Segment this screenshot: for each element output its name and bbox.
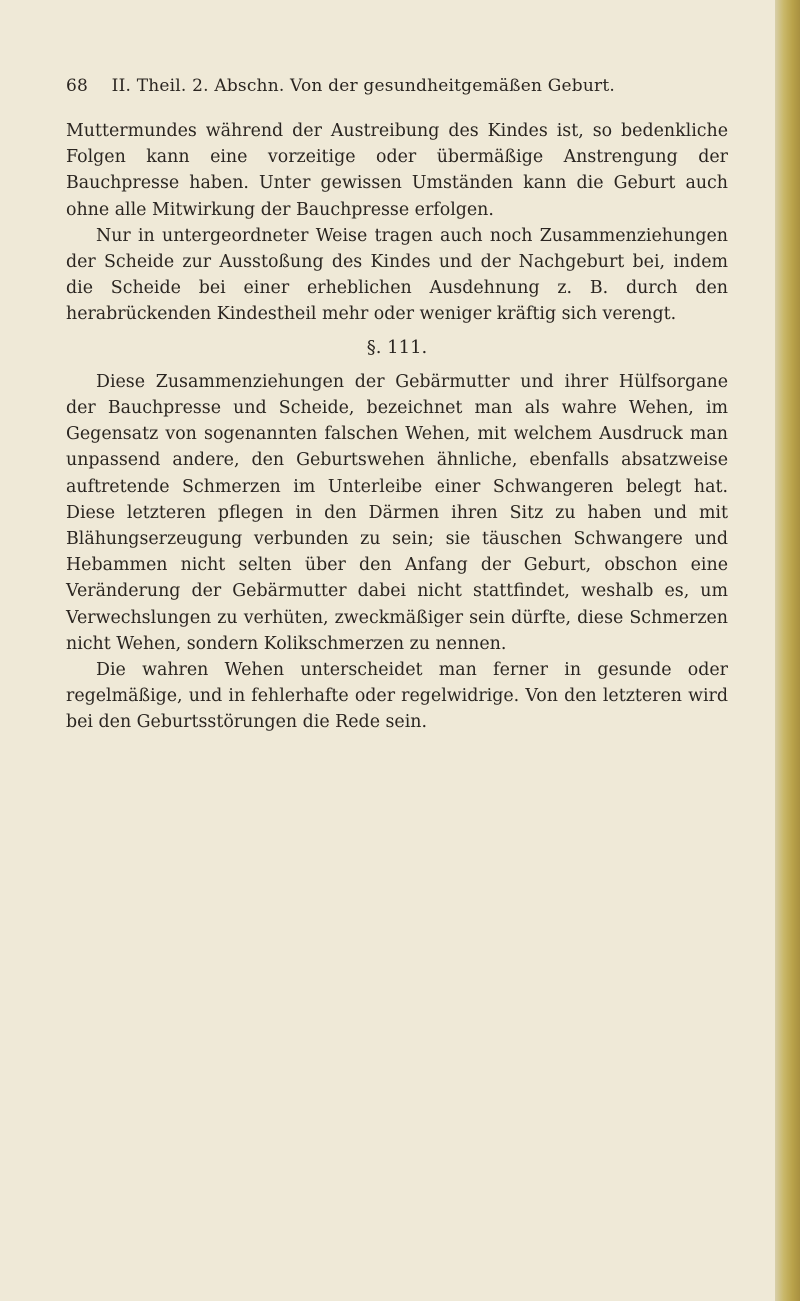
paragraph: Diese Zusammenziehungen der Gebärmutter und ihrer Hülfsorgane der Bauchpresse und Scheide, bezeichnet man als wahre Wehen, im Gegensatz von sogenannten falschen Wehen, mit welchem Ausdruck man unpassend andere, den Geburtswehen ähnliche, ebenfalls absatzweise auftretende Schmerzen im Unterleibe einer Schwangeren belegt hat. Diese letzteren pflegen in den Därmen ihren Sitz zu haben und mit Blähungserzeugung verbunden zu sein; sie täuschen Schwangere und Hebammen nicht selten über den Anfang der Geburt, obschon eine Veränderung der Gebärmutter dabei nicht stattfindet, weshalb es, um Verwechslungen zu verhüten, zweckmäßiger sein dürfte, diese Schmerzen nicht Wehen, sondern Kolikschmerzen zu nennen. [66,371,728,654]
page-edge-decoration [775,0,800,1301]
running-title: II. Theil. 2. Abschn. Von der gesundheitgemäßen Geburt. [111,76,615,96]
page-body [66,118,728,736]
paragraph: Nur in untergeordneter Weise tragen auch noch Zusammenziehungen der Scheide zur Ausstoßung des Kindes und der Nachgeburt bei, indem die Scheide bei einer erheblichen Ausdehnung z. B. durch den herabrückenden Kindestheil mehr oder weniger kräftig sich verengt. [66,225,728,325]
section-heading: §. 111. [366,336,428,358]
paragraph: Die wahren Wehen unterscheidet man ferner in gesunde oder regelmäßige, und in fehlerhafte oder regelwidrige. Von den letzteren wird bei den Geburtsstörungen die Rede sein. [66,660,728,733]
paragraph: Muttermundes während der Austreibung des Kindes ist, so bedenkliche Folgen kann eine vorzeitige oder übermäßige Anstrengung der Bauchpresse haben. Unter gewissen Umständen kann die Geburt auch ohne alle Mitwirkung der Bauchpresse erfolgen. [66,121,728,220]
page-number: 68 [66,76,89,96]
running-header [66,76,726,96]
